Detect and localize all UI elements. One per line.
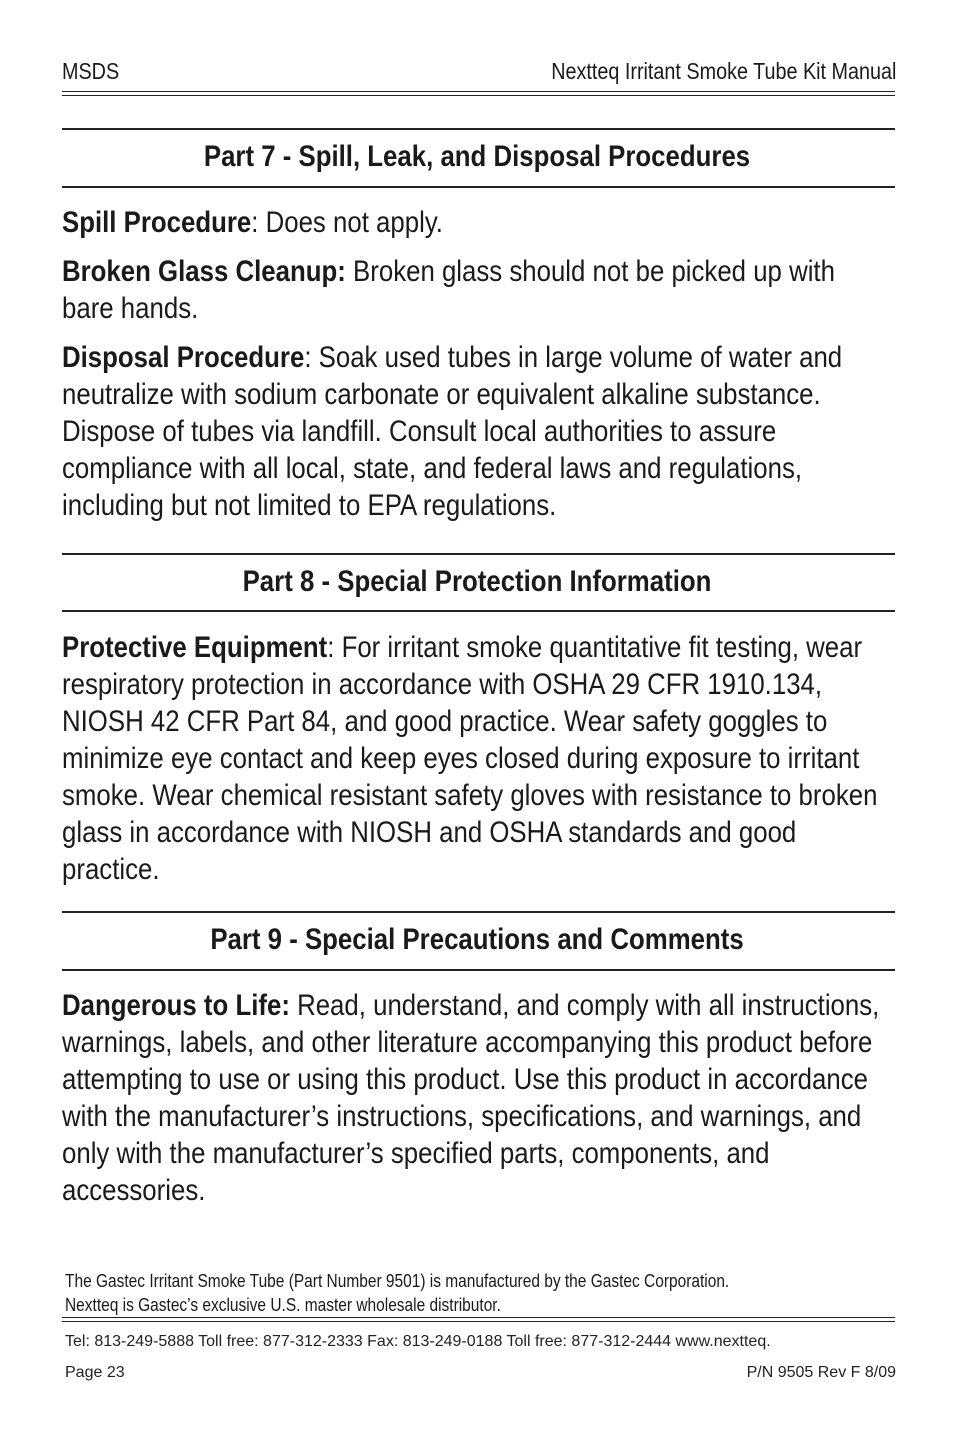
footer-rule-bottom xyxy=(62,1321,895,1322)
part9-title: Part 9 - Special Precautions and Comments xyxy=(210,923,744,956)
protective-equipment-text: : For irritant smoke quantitative fit testing, wear respiratory protection in accordance with OSHA 29 CFR 1910.134, NIOSH 42 CFR Part 84, and good practice. Wear safety goggles to minimize eye contact and keep eyes closed during exposure to irritant smoke. Wear chemical resistant safety gloves with resistance to broken glass in accordance with NIOSH and OSHA standards and good practice. xyxy=(62,631,878,886)
spill-procedure-label: Spill Procedure xyxy=(62,206,252,239)
dangerous-to-life-paragraph xyxy=(62,987,893,1209)
part9-rule-bottom xyxy=(62,969,895,971)
broken-glass-label: Broken Glass Cleanup: xyxy=(62,255,346,288)
spill-procedure-text: : Does not apply. xyxy=(251,206,443,239)
dangerous-to-life-text: Read, understand, and comply with all instructions, warnings, labels, and other literature accompanying this product before attempting to use or using this product. Use this product in accordance with the manufacturer’s instructions, specifications, and warnings, and only with the manufacturer’s specified parts, components, and accessories. xyxy=(62,989,880,1207)
protective-equipment-paragraph xyxy=(62,629,893,888)
part8-title: Part 8 - Special Protection Information xyxy=(242,565,712,598)
broken-glass-paragraph xyxy=(62,253,893,327)
part-number: P/N 9505 Rev F 8/09 xyxy=(746,1364,896,1381)
page-number: Page 23 xyxy=(65,1364,125,1381)
disposal-procedure-text: : Soak used tubes in large volume of water and neutralize with sodium carbonate or equivalent alkaline substance. Dispose of tubes via landfill. Consult local authorities to assure compliance with all local, state, and federal laws and regulations, including but not limited to EPA regulations. xyxy=(62,341,843,522)
header-rule-top xyxy=(62,91,895,92)
dangerous-to-life-label: Dangerous to Life: xyxy=(62,989,290,1022)
header-rule-bottom xyxy=(62,95,895,96)
footer-note-line1: The Gastec Irritant Smoke Tube (Part Number 9501) is manufactured by the Gastec Corporation. xyxy=(65,1271,730,1291)
broken-glass-text: Broken glass should not be picked up with bare hands. xyxy=(62,255,835,325)
footer-note-line2: Nextteq is Gastec’s exclusive U.S. master wholesale distributor. xyxy=(65,1295,501,1315)
part8-rule-bottom xyxy=(62,610,895,612)
protective-equipment-label: Protective Equipment xyxy=(62,631,328,664)
footer-note xyxy=(65,1269,925,1317)
disposal-procedure-label: Disposal Procedure xyxy=(62,341,305,374)
disposal-procedure-paragraph xyxy=(62,339,893,524)
footer-contact: Tel: 813-249-5888 Toll free: 877-312-2333 Fax: 813-249-0188 Toll free: 877-312-2444 www.nextteq. xyxy=(65,1333,771,1350)
part7-rule-bottom xyxy=(62,186,895,188)
part7-title: Part 7 - Spill, Leak, and Disposal Procedures xyxy=(203,140,751,173)
spill-procedure-paragraph xyxy=(62,204,893,241)
part8-rule-top xyxy=(62,553,895,555)
header-section-label: MSDS xyxy=(62,58,120,84)
footer-rule-top xyxy=(62,1317,895,1318)
part7-rule-top xyxy=(62,128,895,130)
header-manual-title: Nextteq Irritant Smoke Tube Kit Manual xyxy=(550,58,896,84)
part9-rule-top xyxy=(62,911,895,913)
